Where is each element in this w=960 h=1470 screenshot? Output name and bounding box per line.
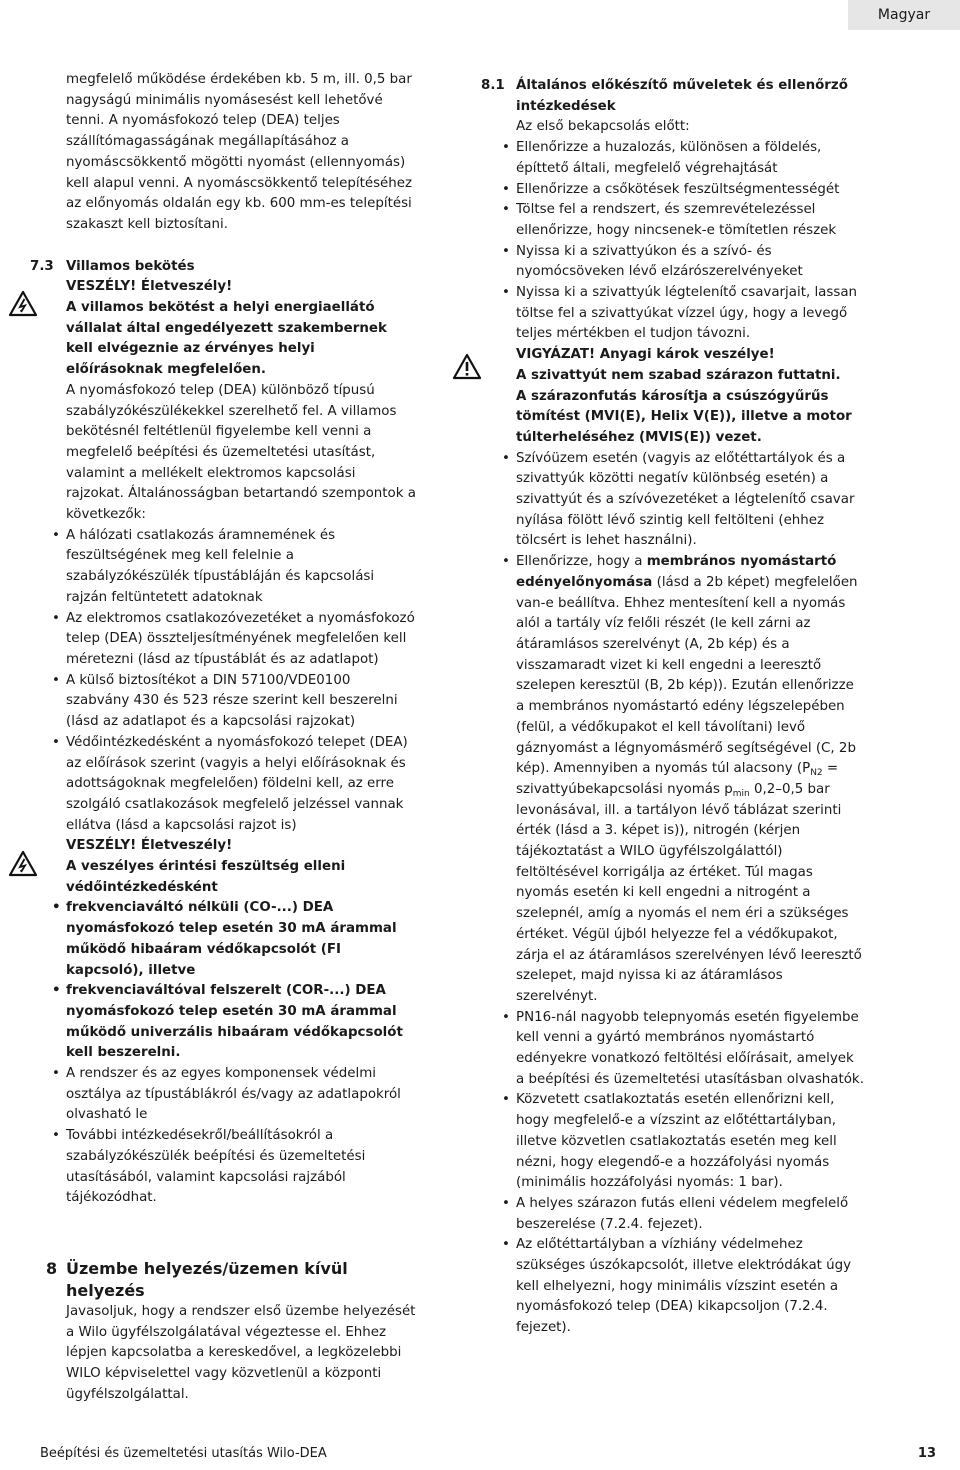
list-item: • Nyissa ki a szivattyúkon és a szívó- és nyomócsöveken lévő elzárószerelvényeket (516, 242, 866, 283)
list-item: • A rendszer és az egyes komponensek védelmi osztálya az típustáblákról és/vagy az adatlapokról olvasható le (66, 1064, 416, 1126)
footer-title: Beépítési és üzemeltetési utasítás Wilo-DEA (40, 1446, 327, 1461)
caution-icon (452, 353, 482, 380)
requirements-list (66, 526, 416, 837)
body-paragraph: Javasoljuk, hogy a rendszer első üzembe helyezését a Wilo ügyfélszolgálatával végeztesse el. Ehhez lépjen kapcsolatba a kereskedővel, a legközelebbi WILO képviselettel vagy közvetlenül a központi ügyfélszolgálattal. (66, 1303, 416, 1402)
danger-warning: VESZÉLY! Életveszély! (66, 279, 233, 295)
info-list (66, 1064, 416, 1209)
section-8-heading (46, 1258, 416, 1302)
protection-list (66, 898, 416, 1064)
text-run: (lásd a 2b képet) megfelelően van-e beállítva. Ehhez mentesítení kell a nyomás alól a tartály víz felőli részét (le kell zárni az átáramlásos szerelvényt (A, 2b kép) és a visszamaradt vizet ki kell engedni a leeresztő szelepen keresztül (B, 2b kép)). Ezután ellenőrizze a membrános nyomástartó edény légszelepében (felül, a védőkupakot el kell távolítani) levő gáznyomást a légnyomásmérő segítségével (C, 2b kép). Amennyiben a nyomás túl alacsony (P (516, 574, 858, 777)
text-run-bold: membrános nyomástartó edényelőnyomása (516, 554, 837, 590)
list-item: • További intézkedésekről/beállításokról a szabályzókészülék beépítési és üzemeltetési utasításából, valamint kapcsolási rajzából tájékozódhat. (66, 1126, 416, 1209)
list-item: • Az előtéttartályban a vízhiány védelmehez szükséges úszókapcsolót, illetve elektródákat úgy kell elhelyezni, hogy minimális vízszint esetén a nyomásfokozó telep (DEA) kikapcsoljon (7.2.4. fejezet). (516, 1235, 866, 1339)
subscript: min (732, 788, 750, 799)
electrical-danger-icon (8, 290, 38, 317)
list-item: • Szívóüzem esetén (vagyis az előtéttartályok és a szivattyúk közötti negatív különbség esetén) a szivattyút és a szívóvezetéket a légtelenítő csavar nyílása fölött lévő szintig kell feltölteni (ehhez tölcsért is lehet használni). (516, 449, 866, 553)
page-number: 13 (917, 1446, 936, 1461)
body-paragraph: Az első bekapcsolás előtt: (516, 119, 690, 135)
caution-text: A szárazonfutás károsítja a csúszógyűrűs tömítést (MVI(E), Helix V(E)), illetve a motor túlterheléséhez (MVIS(E)) vezet. (516, 388, 852, 445)
danger-warning: VESZÉLY! Életveszély! (66, 838, 233, 854)
list-item-membrane (516, 552, 866, 1007)
danger-text: A villamos bekötést a helyi energiaellátó vállalat által engedélyezett szakembernek kell elvégeznie az érvényes helyi előírásoknak megfelelően. (66, 300, 387, 378)
list-item: • Ellenőrizze a huzalozás, különösen a földelés, építtető általi, megfelelő végrehajtását (516, 138, 866, 179)
left-column (30, 70, 416, 1405)
section-7-3-heading (30, 257, 416, 278)
text-run: 0,2–0,5 bar levonásával, ill. a tartályon lévő táblázat szerinti érték (lásd a 3. képet is)), nitrogén (kérjen tájékoztatást a WILO ügyfélszolgálattól) feltöltésével korrigálja az értéket. Túl magas nyomás esetén ki kell engedni a nitrogént a szelepnél, amíg a nyomás el nem éri a szükséges értéket. Végül újból helyezze fel a védőkupakot, zárja el az átáramlásos szerelvényen lévő leeresztő szelepet, majd nyissa ki az átáramlásos szerelvényt. (516, 781, 862, 1004)
list-item: • Az elektromos csatlakozóvezetéket a nyomásfokozó telep (DEA) összteljesítményének megfelelően kell méretezni (lásd az típustáblát és az adatlapot) (66, 609, 416, 671)
list-item: • A helyes szárazon futás elleni védelem megfelelő beszerelése (7.2.4. fejezet). (516, 1194, 866, 1235)
list-item: • Nyissa ki a szivattyúk légtelenítő csavarjait, lassan töltse fel a szivattyúkat vízzel úgy, hogy a levegő teljes mértékben el tudjon távozni. (516, 283, 866, 345)
section-number: 7.3 (30, 258, 54, 274)
list-item: • A hálózati csatlakozás áramnemének és feszültségének meg kell felelnie a szabályzókészülék típustábláján és kapcsolási rajzán feltüntetett adatoknak (66, 526, 416, 609)
list-item: • A külső biztosítékot a DIN 57100/VDE0100 szabvány 430 és 523 része szerint kell beszerelni (lásd az adatlapot és a kapcsolási rajzokat) (66, 671, 416, 733)
checks-list (516, 138, 866, 345)
caution-text: A szivattyút nem szabad szárazon futtatni. (516, 367, 841, 383)
section-number: 8 (46, 1258, 58, 1278)
list-item: • frekvenciaváltóval felszerelt (COR-...) DEA nyomásfokozó telep esetén 30 mA árammal működő univerzális hibaáram védőkapcsolót kell beszerelni. (66, 981, 416, 1064)
list-item: • frekvenciaváltó nélküli (CO-...) DEA nyomásfokozó telep esetén 30 mA árammal működő hibaáram védőkapcsolót (FI kapcsoló), illetve (66, 898, 416, 981)
electrical-danger-icon (8, 850, 38, 877)
section-number: 8.1 (481, 78, 505, 93)
text-run: = szivattyúbekapcsolási nyomás p (516, 761, 839, 797)
subscript: N2 (810, 768, 823, 779)
list-item: • Védőintézkedésként a nyomásfokozó telepet (DEA) az előírások szerint (vagyis a helyi előírásoknak és adottságoknak megfelelően) földelni kell, az erre szolgáló csatlakozások megfelelő jelzéssel vannak ellátva (lásd a kapcsolási rajzot is) (66, 733, 416, 837)
procedure-list (516, 449, 866, 1339)
caution-warning: VIGYÁZAT! Anyagi károk veszélye! (516, 347, 775, 363)
section-8-1-heading (481, 76, 866, 117)
section-title: Villamos bekötés (66, 258, 195, 274)
list-item: • PN16-nál nagyobb telepnyomás esetén figyelembe kell venni a gyártó membrános nyomástartó edényekre vonatkozó feltöltési előírásait, amelyek a beépítési és üzemeltetési utasításban olvashatók. (516, 1008, 866, 1091)
language-tab: Magyar (848, 0, 960, 30)
section-title: Üzembe helyezés/üzemen kívül helyezés (66, 1258, 348, 1300)
text-run: Ellenőrizze, hogy a (516, 554, 647, 570)
danger-text: A veszélyes érintési feszültség elleni védőintézkedésként (66, 859, 346, 895)
right-column (481, 76, 866, 1339)
body-paragraph: A nyomásfokozó telep (DEA) különböző típusú szabályzókészülékekkel szerelhető fel. A villamos bekötésnél feltétlenül figyelembe kell venni a megfelelő beépítési és üzemeltetési utasítást, valamint a mellékelt elektromos kapcsolási rajzokat. Általánosságban betartandó szempontok a következők: (66, 382, 416, 523)
list-item: • Ellenőrizze a csőkötések feszültségmentességét (516, 180, 866, 201)
section-title: Általános előkészítő műveletek és ellenőrző intézkedések (516, 78, 848, 114)
list-item: • Közvetett csatlakoztatás esetén ellenőrizni kell, hogy megfelelő-e a vízszint az előtéttartályban, illetve közvetlen csatlakoztatás esetén meg kell nézni, hogy elegendő-e a hozzáfolyási nyomás (minimális hozzáfolyási nyomás: 1 bar). (516, 1090, 866, 1194)
list-item: • Töltse fel a rendszert, és szemrevételezéssel ellenőrizze, hogy nincsenek-e tömítetlen részek (516, 200, 866, 241)
intro-paragraph: megfelelő működése érdekében kb. 5 m, ill. 0,5 bar nagyságú minimális nyomásesést kell lehetővé tenni. A nyomásfokozó telep (DEA) teljes szállítómagasságának megállapításához a nyomáscsökkentő mögötti nyomást (ellennyomás) kell alapul venni. A nyomáscsökkentő telepítéséhez az előnyomás oldalán egy kb. 600 mm-es telepítési szakaszt kell biztosítani. (66, 72, 413, 232)
